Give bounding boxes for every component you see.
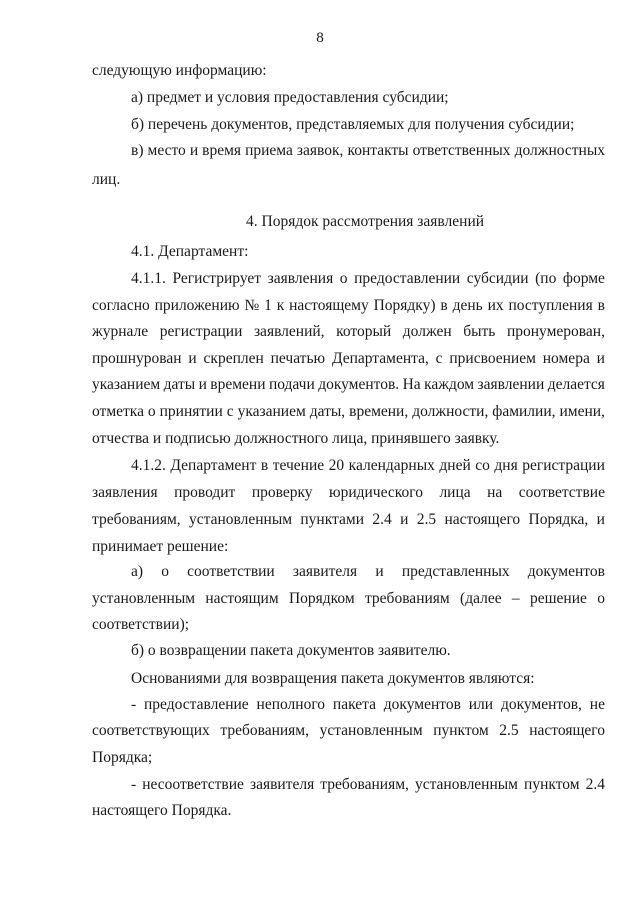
word: журнале [92, 323, 149, 340]
word: со [475, 457, 490, 474]
word: (далее [460, 590, 502, 607]
page-number: 8 [316, 30, 324, 46]
word: На [402, 376, 421, 393]
word: подачи [268, 376, 315, 393]
word: соответствие [518, 484, 605, 501]
word: указанием [237, 403, 306, 420]
word: дня [494, 457, 518, 474]
list-item [131, 141, 605, 161]
word: установленным [319, 722, 423, 739]
word: лица [439, 484, 471, 501]
word: требованиям, [92, 511, 181, 528]
word: отметка [92, 403, 144, 420]
word: прошнурован [92, 350, 182, 367]
word: к [276, 297, 285, 314]
word: заявления [267, 270, 334, 287]
word: (по [535, 270, 557, 287]
word: о [597, 590, 605, 607]
word: юридического [329, 484, 423, 501]
word: в [260, 457, 269, 474]
word: Порядку) [373, 297, 436, 314]
word: Регистрирует [172, 270, 262, 287]
word: и [400, 511, 409, 528]
word: настоящему [289, 297, 369, 314]
word: имени, [559, 403, 605, 420]
word: проводит [174, 484, 236, 501]
word: субсидии [466, 270, 529, 287]
word: представленных [401, 563, 510, 580]
word: 1 [264, 297, 272, 314]
word: 20 [328, 457, 345, 474]
text-line [92, 721, 605, 741]
word: требованиям [364, 590, 450, 607]
word: в [440, 297, 448, 314]
word: предоставление [144, 696, 249, 713]
word: и [596, 511, 605, 528]
list-item [131, 562, 605, 582]
word: заявления [92, 484, 158, 501]
word: пунктами [300, 511, 365, 528]
word: фамилии, [492, 403, 556, 420]
word: печатью [270, 350, 326, 367]
list-item: б) перечень документов, представляемых для получения субсидии; [131, 116, 575, 133]
word: ответственных [412, 142, 511, 159]
word: предоставлении [354, 270, 461, 287]
text-line [92, 349, 605, 369]
word: пунктом [433, 722, 489, 739]
list-item: б) о возвращении пакета документов заявителю. [131, 642, 451, 659]
word: - [131, 696, 137, 713]
word: быть [463, 323, 496, 340]
word: регистрации [159, 323, 243, 340]
word: 2.5 [499, 722, 519, 739]
word: в [597, 297, 605, 314]
word: Порядком [288, 590, 355, 607]
word: времени [210, 376, 266, 393]
word: должности, [412, 403, 489, 420]
text-line [92, 322, 605, 342]
word: заявлений, [253, 323, 325, 340]
text-line: принимает решение: [92, 538, 229, 555]
word: приложению [154, 297, 240, 314]
word: проверку [251, 484, 313, 501]
word: и [596, 350, 605, 367]
word: пронумерован, [506, 323, 605, 340]
word: заявок, [296, 142, 344, 159]
list-item [131, 695, 605, 715]
word: а) [131, 563, 144, 580]
word: о [161, 563, 169, 580]
word: их [487, 297, 504, 314]
word: и [188, 350, 197, 367]
word: и [189, 142, 199, 159]
text-line [131, 456, 605, 476]
word: и [375, 563, 384, 580]
text-line: 4.1. Департамент: [131, 243, 249, 260]
word: заявителя [292, 563, 358, 580]
word: о [147, 403, 156, 420]
word: указанием [92, 376, 161, 393]
text-line [92, 483, 605, 503]
word: даты [163, 376, 196, 393]
word: соответствующих [92, 722, 210, 739]
word: скреплен [203, 350, 264, 367]
word: форме [562, 270, 605, 287]
word: № [244, 297, 260, 314]
text-line [92, 296, 605, 316]
word: приема [245, 142, 293, 159]
word: 4.1.2. [131, 457, 166, 474]
word: присвоением [449, 350, 536, 367]
text-line: соответствии); [92, 616, 190, 633]
word: установленным [92, 590, 196, 607]
text-line [92, 510, 605, 530]
word: с [226, 403, 234, 420]
word: времени, [349, 403, 409, 420]
section-heading: 4. Порядок рассмотрения заявлений [246, 213, 485, 230]
word: требованиям, [220, 722, 309, 739]
word: регистрации [522, 457, 605, 474]
word: контакты [347, 142, 409, 159]
word: заявителя [249, 776, 315, 793]
word: несоответствие [142, 776, 244, 793]
word: пакета [332, 696, 376, 713]
word: требованиям, [320, 776, 409, 793]
word: делается [547, 376, 605, 393]
word: о [339, 270, 348, 287]
word: календарных [348, 457, 435, 474]
word: настоящего [444, 511, 521, 528]
word: документов [383, 696, 461, 713]
word: поступления [508, 297, 593, 314]
list-item: а) предмет и условия предоставления субсидии; [131, 89, 449, 106]
word: или [468, 696, 494, 713]
word: должностных [514, 142, 605, 159]
text-line [92, 589, 605, 609]
word: в) [131, 142, 144, 159]
word: - [131, 776, 137, 793]
text-line [92, 402, 605, 422]
text-line: следующую информацию: [92, 62, 267, 79]
word: принятии [159, 403, 223, 420]
word: с [435, 350, 443, 367]
word: заявлении [477, 376, 545, 393]
text-line: лиц. [92, 171, 121, 188]
word: решение [529, 590, 587, 607]
word: настоящего [529, 722, 605, 739]
word: 2.5 [416, 511, 437, 528]
list-item [131, 775, 605, 795]
text-line [92, 375, 605, 395]
word: Департамента, [331, 350, 429, 367]
word: документов, [500, 696, 582, 713]
word: Порядка, [528, 511, 589, 528]
word: 2.4 [585, 776, 605, 793]
word: неполного [256, 696, 326, 713]
word: дней [439, 457, 471, 474]
word: Департамент [170, 457, 257, 474]
word: документов [527, 563, 605, 580]
text-line: отчества и подписью должностного лица, принявшего заявку. [92, 430, 500, 447]
text-line: Порядка; [92, 749, 153, 766]
word: время [202, 142, 242, 159]
word: 4.1.1. [131, 270, 166, 287]
word: течение [272, 457, 325, 474]
word: не [589, 696, 605, 713]
text-line: Основаниями для возвращения пакета документов являются: [131, 670, 535, 687]
word: который [336, 323, 392, 340]
word: – [511, 590, 520, 607]
word: место [147, 142, 186, 159]
word: установленным [188, 511, 293, 528]
word: на [487, 484, 503, 501]
word: настоящим [205, 590, 279, 607]
word: согласно [92, 297, 150, 314]
word: установленным [414, 776, 518, 793]
word: документов. [318, 376, 400, 393]
word: соответствии [187, 563, 275, 580]
word: номера [542, 350, 590, 367]
word: день [452, 297, 483, 314]
text-line [131, 269, 605, 289]
word: пунктом [524, 776, 580, 793]
word: каждом [424, 376, 475, 393]
word: даты, [309, 403, 346, 420]
text-line: настоящего Порядка. [92, 802, 232, 819]
word: должен [402, 323, 452, 340]
word: и [198, 376, 207, 393]
word: 2.4 [372, 511, 392, 528]
